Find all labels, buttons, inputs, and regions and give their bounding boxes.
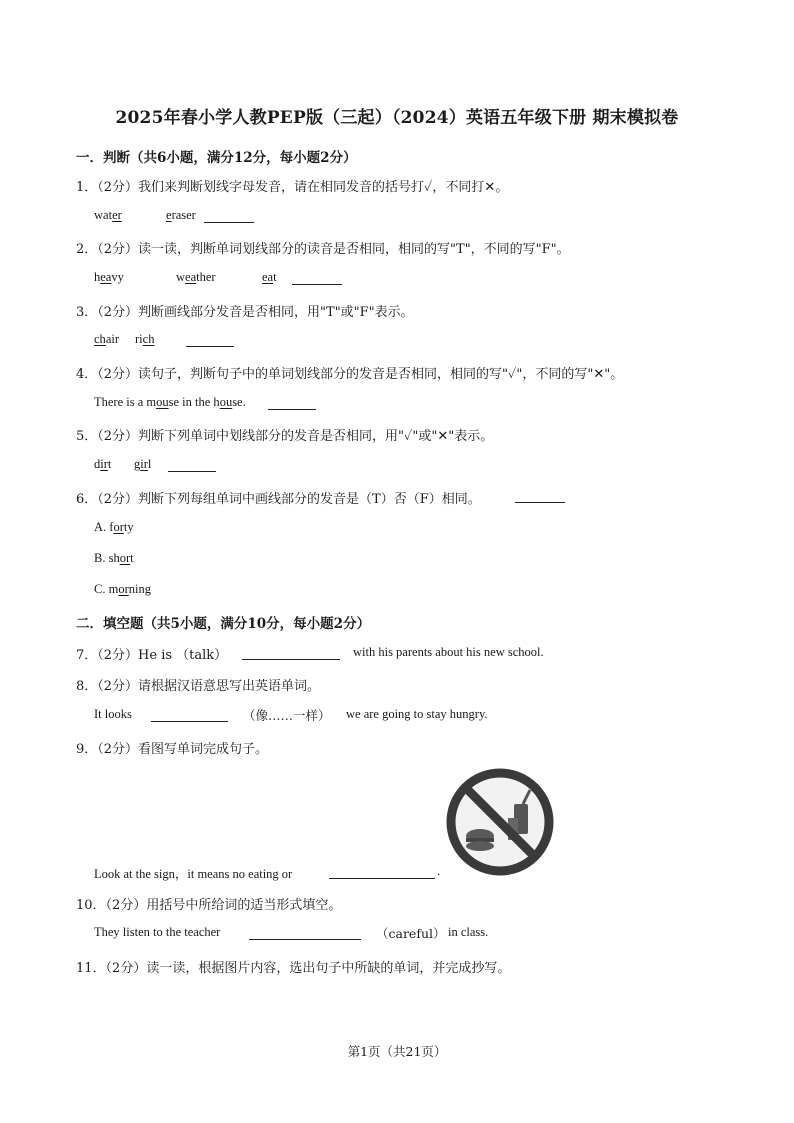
question-10-hint: （careful） xyxy=(376,926,446,941)
question-6-answer-blank[interactable] xyxy=(515,490,565,503)
question-10-sentence-end: in class. xyxy=(448,925,489,939)
question-2-word-3: eat xyxy=(262,270,277,284)
question-1-answer-blank[interactable] xyxy=(204,210,254,223)
question-1-word-1: water xyxy=(94,208,122,222)
no-eating-drinking-sign-icon xyxy=(444,766,556,878)
question-4-sentence: There is a mouse in the house. xyxy=(94,395,246,409)
question-9-period: . xyxy=(437,864,441,878)
question-2-prompt: 2．（2分）读一读，判断单词划线部分的读音是否相同，相同的写"T"，不同的写"F"。 xyxy=(76,242,570,257)
section-2-heading: 二．填空题（共5小题，满分10分，每小题2分） xyxy=(76,616,371,632)
question-5-word-2: girl xyxy=(134,457,152,471)
question-9-sentence: Look at the sign，it means no eating or xyxy=(94,867,293,881)
page-title: 2025年春小学人教PEP版（三起）（2024）英语五年级下册 期末模拟卷 xyxy=(115,108,679,128)
question-6-option-c: C. morning xyxy=(94,582,151,596)
question-7-sentence-end: with his parents about his new school. xyxy=(353,645,544,659)
page-footer: 第1页（共21页） xyxy=(347,1044,447,1059)
section-1-heading: 一．判断（共6小题，满分12分，每小题2分） xyxy=(76,150,357,166)
question-4-answer-blank[interactable] xyxy=(268,397,316,410)
question-5-prompt: 5．（2分）判断下列单词中划线部分的发音是否相同，用"✓"或"✕"表示。 xyxy=(76,429,494,444)
question-2-word-1: heavy xyxy=(94,270,124,284)
question-10-sentence-start: They listen to the teacher xyxy=(94,925,221,939)
question-2-answer-blank[interactable] xyxy=(292,272,342,285)
question-3-word-1: chair xyxy=(94,332,119,346)
question-2-word-2: weather xyxy=(176,270,216,284)
question-6-prompt: 6．（2分）判断下列每组单词中画线部分的发音是（T）否（F）相同。 xyxy=(76,492,481,507)
question-1-prompt: 1．（2分）我们来判断划线字母发音，请在相同发音的括号打✓，不同打✕。 xyxy=(76,180,509,195)
question-5-answer-blank[interactable] xyxy=(168,459,216,472)
question-8-hint: （像……一样） xyxy=(243,708,331,723)
question-6-option-b: B. short xyxy=(94,551,134,565)
question-3-answer-blank[interactable] xyxy=(186,334,234,347)
question-8-sentence-start: It looks xyxy=(94,707,132,721)
question-6-option-a: A. forty xyxy=(94,520,134,534)
question-9-prompt: 9．（2分）看图写单词完成句子。 xyxy=(76,742,269,757)
question-10-answer-blank[interactable] xyxy=(249,927,361,940)
question-8-prompt: 8．（2分）请根据汉语意思写出英语单词。 xyxy=(76,679,321,694)
question-9-answer-blank[interactable] xyxy=(329,866,435,879)
question-5-word-1: dirt xyxy=(94,457,112,471)
question-8-sentence-end: we are going to stay hungry. xyxy=(346,707,488,721)
question-7-prompt: 7．（2分）He is （talk） xyxy=(76,648,228,663)
question-3-word-2: rich xyxy=(135,332,155,346)
question-10-prompt: 10．（2分）用括号中所给词的适当形式填空。 xyxy=(76,898,342,913)
question-1-word-2: eraser xyxy=(166,208,196,222)
question-4-prompt: 4．（2分）读句子，判断句子中的单词划线部分的发音是否相同，相同的写"✓"，不同的写"✕"。 xyxy=(76,367,624,382)
question-11-prompt: 11．（2分）读一读，根据图片内容，选出句子中所缺的单词，并完成抄写。 xyxy=(76,961,511,976)
question-3-prompt: 3．（2分）判断画线部分发音是否相同，用"T"或"F"表示。 xyxy=(76,305,414,320)
question-8-answer-blank[interactable] xyxy=(151,709,228,722)
question-7-answer-blank[interactable] xyxy=(242,647,340,660)
